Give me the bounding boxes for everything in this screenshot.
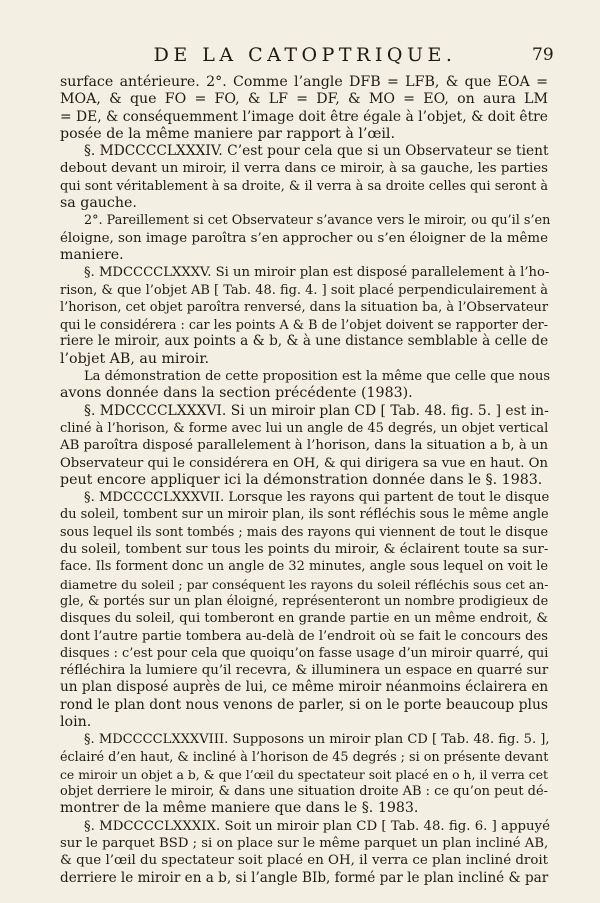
text-line: face. Ils forment donc un angle de 32 minutes, angle sous lequel on voit le [60,559,548,575]
text-line: éloigne, son image paroîtra s’en approcher ou s’en éloigner de la même [60,230,548,246]
text-line: qui sont véritablement à sa droite, & il verra à sa droite celles qui seront à [60,178,548,194]
text-line: du soleil, tombent sur un miroir plan, ils sont réfléchis sous le même angle [60,507,549,523]
text-line: un plan disposé auprès de lui, ce même miroir néanmoins éclairera en [60,679,549,696]
page-header [0,44,600,74]
text-line: gle, & portés sur un plan éloigné, représenteront un nombre prodigieux de [60,593,549,609]
text-line: & que l’œil du spectateur soit placé en OH, il verra ce plan incliné droit [60,853,548,869]
text-line: objet derriere le miroir, & dans une situation droite AB : ce qu’on peut dé- [60,784,548,800]
text-line: sa gauche. [60,195,137,212]
text-line: sous lequel ils sont tombés ; mais des rayons qui viennent de tout le disque [60,524,548,540]
text-line: §. MDCCCCLXXXIX. Soit un miroir plan CD [ Tab. 48. fig. 6. ] appuyé [84,818,550,834]
text-line: éclairé d’en haut, & incliné à l’horison de 45 degrés ; si on présente devant [60,749,549,765]
text-line: l’horison, cet objet paroîtra renversé, dans la situation ba, à l’Observateur [60,299,548,315]
text-line: disques du soleil, qui tomberont en grande partie en un même endroit, & [60,611,548,627]
text-line: sur le parquet BSD ; si on place sur le même parquet un plan incliné AB, [60,836,549,852]
text-line: AB paroîtra disposé parallelement à l’horison, dans la situation a b, à un [60,438,549,454]
text-line: dont l’autre partie tombera au-delà de l’endroit où se fait le concours des [60,628,548,644]
text-line: réfléchira la lumiere qu’il recevra, & illuminera un espace en quarré sur [60,663,549,679]
text-line: derriere le miroir en a b, si l’angle BIb, formé par le plan incliné & par [60,869,549,886]
text-line: surface antérieure. 2°. Comme l’angle DFB = LFB, & que EOA = [60,74,548,90]
text-line: avons donnée dans la section précédente (1983). [60,385,413,402]
text-line: cliné à l’horison, & forme avec lui un angle de 45 degrés, un objet vertical [60,420,549,436]
text-line: ce miroir un objet a b, & que l’œil du spectateur soit placé en o h, il verra cet [60,766,548,782]
text-line: l’objet AB, au miroir. [60,350,210,367]
text-line: riere le miroir, aux points a & b, & à une distance semblable à celle de [60,333,549,350]
text-line: §. MDCCCCLXXXVIII. Supposons un miroir plan CD [ Tab. 48. fig. 5. ], [84,732,550,748]
text-line: La démonstration de cette proposition est la même que celle que nous [84,369,551,385]
text-line: loin. [60,713,92,730]
text-line: MOA, & que FO = FO, & LF = DF, & MO = EO, on aura LM [60,91,548,108]
text-line: montrer de la même maniere que dans le §. 1983. [60,800,419,817]
text-line: §. MDCCCCLXXXIV. C’est pour cela que si un Observateur se tient [84,143,549,160]
text-line: rison, & que l’objet AB [ Tab. 48. fig. 4. ] soit placé perpendiculairement à [60,282,548,298]
text-line: disques : c’est pour cela que quoiqu’on fasse usage d’un miroir quarré, qui [60,645,549,661]
running-title: DE LA CATOPTRIQUE. [153,44,457,66]
text-line: peut encore appliquer ici la démonstration donnée dans le §. 1983. [60,471,543,488]
text-line: posée de la même maniere par rapport à l’œil. [60,125,395,142]
text-line: §. MDCCCCLXXXVI. Si un miroir plan CD [ Tab. 48. fig. 5. ] est in- [84,402,549,419]
text-line: §. MDCCCCLXXXVII. Lorsque les rayons qui partent de tout le disque [84,490,550,506]
text-line: Observateur qui le considérera en OH, & qui dirigera sa vue en haut. On [60,455,548,471]
text-line: rond le plan dont nous venons de parler, si on le porte beaucoup plus [60,696,548,713]
text-line: maniere. [60,246,124,263]
text-line: qui le considérera : car les points A & B de l’objet doivent se rapporter der- [60,317,548,333]
text-line: debout devant un miroir, il verra dans ce miroir, à sa gauche, les parties [60,161,548,177]
page-number: 79 [532,45,554,65]
text-line: 2°. Pareillement si cet Observateur s’avance vers le miroir, ou qu’il s’en [84,213,551,229]
text-line: diametre du soleil ; par conséquent les rayons du soleil réfléchis sous cet an- [60,576,549,592]
text-line: du soleil, tombent sur tous les points du miroir, & éclairent toute sa sur- [60,542,549,558]
text-line: §. MDCCCCLXXXV. Si un miroir plan est disposé parallelement à l’ho- [84,265,550,281]
text-line: = DE, & conséquemment l’image doit être égale à l’objet, & doit être [60,108,548,125]
body-text [60,74,551,887]
